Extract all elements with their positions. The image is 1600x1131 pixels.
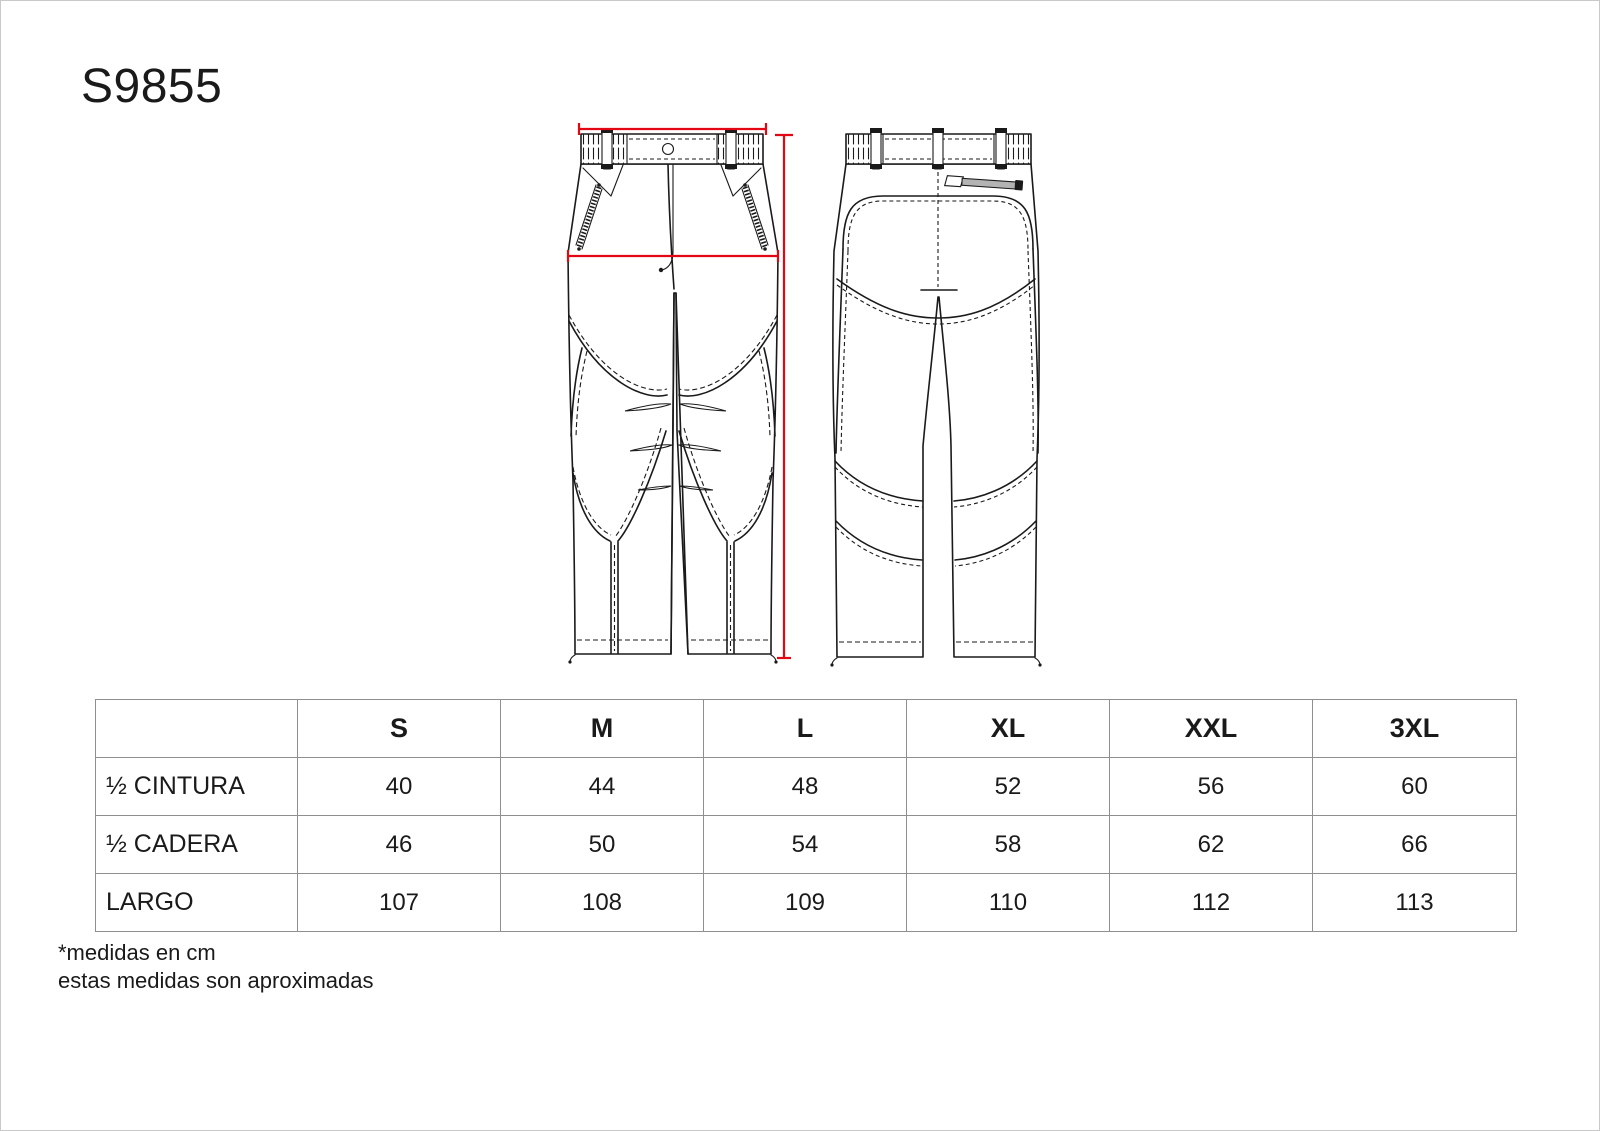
size-table-header-row xyxy=(96,700,1517,758)
size-cell: 50 xyxy=(501,816,704,874)
size-cell: 46 xyxy=(298,816,501,874)
pants-technical-diagram xyxy=(531,101,1061,681)
size-cell: 52 xyxy=(907,758,1110,816)
size-column-header: XL xyxy=(907,700,1110,758)
size-cell: 112 xyxy=(1110,874,1313,932)
size-column-header: XXL xyxy=(1110,700,1313,758)
corner-cell xyxy=(96,700,298,758)
size-cell: 58 xyxy=(907,816,1110,874)
size-cell: 107 xyxy=(298,874,501,932)
size-cell: 109 xyxy=(704,874,907,932)
table-row xyxy=(96,758,1517,816)
size-cell: 44 xyxy=(501,758,704,816)
pants-back-view xyxy=(830,128,1041,667)
back-silhouette xyxy=(833,164,1039,657)
footnote-line-2: estas medidas son aproximadas xyxy=(58,968,374,993)
size-table xyxy=(95,699,1517,932)
size-cell: 62 xyxy=(1110,816,1313,874)
size-cell: 54 xyxy=(704,816,907,874)
measure-label: LARGO xyxy=(96,874,298,932)
size-column-header: S xyxy=(298,700,501,758)
size-cell: 113 xyxy=(1313,874,1517,932)
footnote-line-1: *medidas en cm xyxy=(58,940,216,965)
size-cell: 110 xyxy=(907,874,1110,932)
size-column-header: 3XL xyxy=(1313,700,1517,758)
length-measure-line xyxy=(775,135,793,658)
waist-button xyxy=(663,144,674,155)
size-column-header: M xyxy=(501,700,704,758)
size-column-header: L xyxy=(704,700,907,758)
size-cell: 48 xyxy=(704,758,907,816)
pants-front-view xyxy=(568,123,793,664)
size-cell: 40 xyxy=(298,758,501,816)
size-cell: 108 xyxy=(501,874,704,932)
measurement-footnote xyxy=(58,939,374,995)
table-row xyxy=(96,816,1517,874)
page-title: S9855 xyxy=(81,60,223,114)
size-cell: 60 xyxy=(1313,758,1517,816)
measure-label: ½ CADERA xyxy=(96,816,298,874)
size-cell: 56 xyxy=(1110,758,1313,816)
table-row xyxy=(96,874,1517,932)
measure-label: ½ CINTURA xyxy=(96,758,298,816)
size-cell: 66 xyxy=(1313,816,1517,874)
